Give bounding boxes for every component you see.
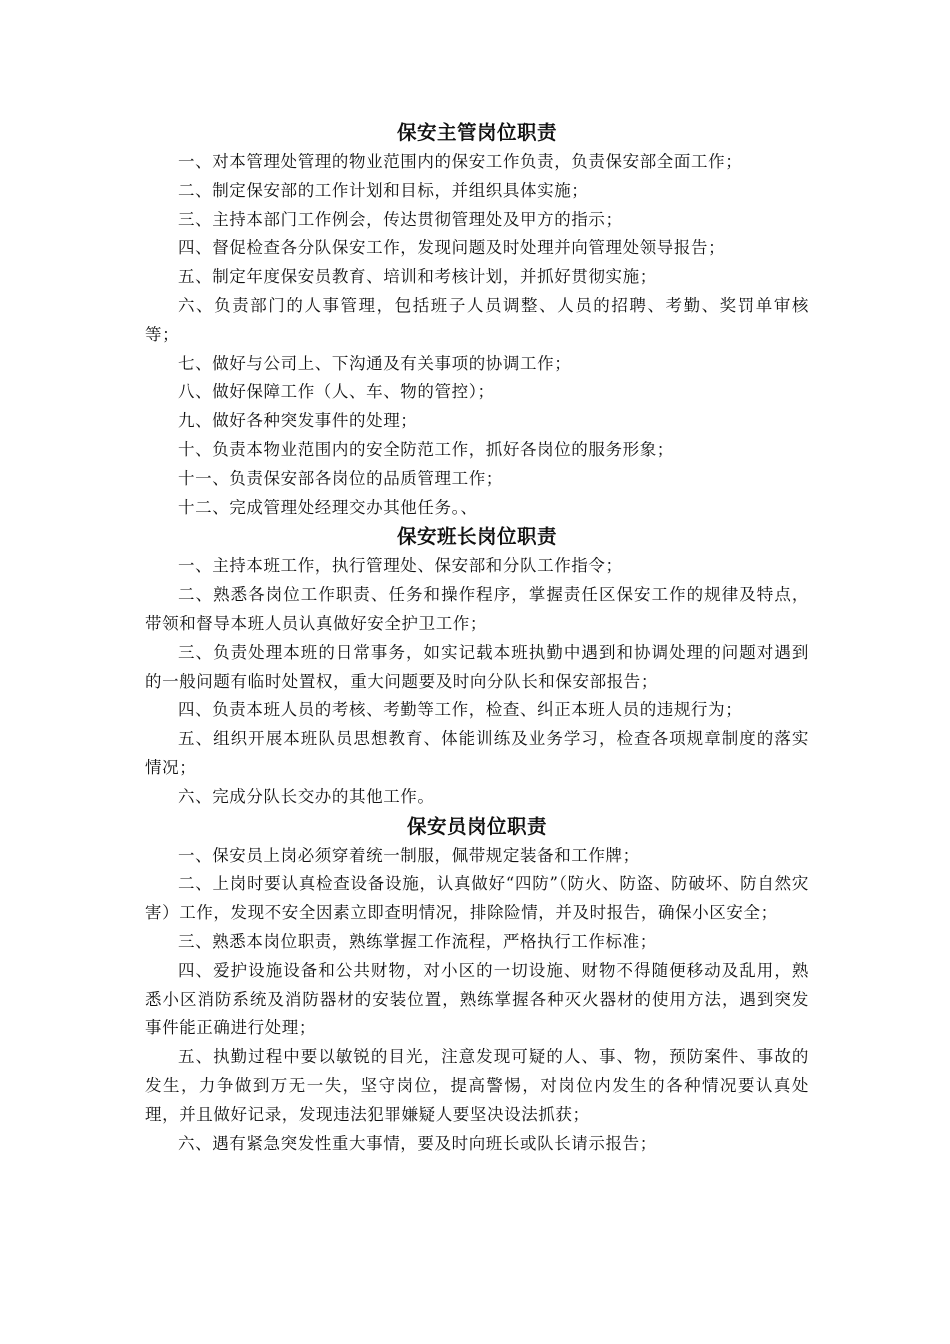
section-guard-duties (145, 812, 809, 1159)
duty-item: 四、爱护设施设备和公共财物，对小区的一切设施、财物不得随便移动及乱用，熟悉小区消防系统及消防器材的安装位置，熟练掌握各种灭火器材的使用方法，遇到突发事件能正确进行处理； (145, 960, 809, 1038)
duty-item: 十二、完成管理处经理交办其他任务。、 (178, 497, 478, 517)
duty-item: 五、制定年度保安员教育、培训和考核计划，并抓好贯彻实施； (178, 267, 657, 287)
document-page (145, 118, 809, 1158)
duty-item: 一、对本管理处管理的物业范围内的保安工作负责，负责保安部全面工作； (178, 152, 743, 171)
duty-item: 四、负责本班人员的考核、考勤等工作，检查、纠正本班人员的违规行为； (178, 700, 743, 720)
section-supervisor-duties (145, 118, 809, 522)
duty-item: 一、保安员上岗必须穿着统一制服，佩带规定装备和工作牌； (178, 845, 640, 865)
duty-item: 四、督促检查各分队保安工作，发现问题及时处理并向管理处领导报告； (178, 238, 726, 258)
duty-item: 十一、负责保安部各岗位的品质管理工作； (178, 468, 503, 488)
duty-item: 九、做好各种突发事件的处理； (178, 411, 418, 431)
duty-item: 二、上岗时要认真检查设备设施，认真做好“四防”（防火、防盗、防破坏、防自然灾害）工作，发现不安全因素立即查明情况，排除险情，并及时报告，确保小区安全； (145, 874, 809, 923)
duty-item: 十、负责本物业范围内的安全防范工作，抓好各岗位的服务形象； (178, 439, 674, 459)
duty-item: 七、做好与公司上、下沟通及有关事项的协调工作； (178, 353, 572, 373)
duty-item: 三、负责处理本班的日常事务，如实记载本班执勤中遇到和协调处理的问题对遇到的一般问题有临时处置权，重大问题要及时向分队长和保安部报告； (145, 642, 809, 691)
duty-item: 五、组织开展本班队员思想教育、体能训练及业务学习，检查各项规章制度的落实情况； (145, 729, 809, 777)
duty-item: 八、做好保障工作（人、车、物的管控）； (178, 382, 495, 402)
section-title: 保安班长岗位职责 (396, 525, 557, 549)
duty-item: 二、熟悉各岗位工作职责、任务和操作程序，掌握责任区保安工作的规律及特点，带领和督导本班人员认真做好安全护卫工作； (145, 585, 809, 633)
duty-item: 三、主持本部门工作例会，传达贯彻管理处及甲方的指示； (178, 209, 623, 229)
duty-item: 五、执勤过程中要以敏锐的目光，注意发现可疑的人、事、物，预防案件、事故的发生，力争做到万无一失，坚守岗位，提高警惕，对岗位内发生的各种情况要认真处理，并且做好记录，发现违法犯罪嫌疑人要坚决设法抓获； (145, 1047, 809, 1124)
duty-item: 一、主持本班工作，执行管理处、保安部和分队工作指令； (178, 556, 623, 576)
section-title: 保安员岗位职责 (406, 814, 547, 838)
duty-item: 六、负责部门的人事管理，包括班子人员调整、人员的招聘、考勤、奖罚单审核等； (145, 295, 809, 344)
section-title: 保安主管岗位职责 (396, 121, 557, 144)
section-squad-leader-duties (145, 522, 809, 811)
duty-item: 二、制定保安部的工作计划和目标，并组织具体实施； (178, 180, 589, 200)
duty-item: 三、熟悉本岗位职责，熟练掌握工作流程，严格执行工作标准； (178, 931, 657, 951)
duty-item: 六、完成分队长交办的其他工作。 (178, 786, 435, 806)
duty-item: 六、遇有紧急突发性重大事情，要及时向班长或队长请示报告； (178, 1133, 657, 1153)
